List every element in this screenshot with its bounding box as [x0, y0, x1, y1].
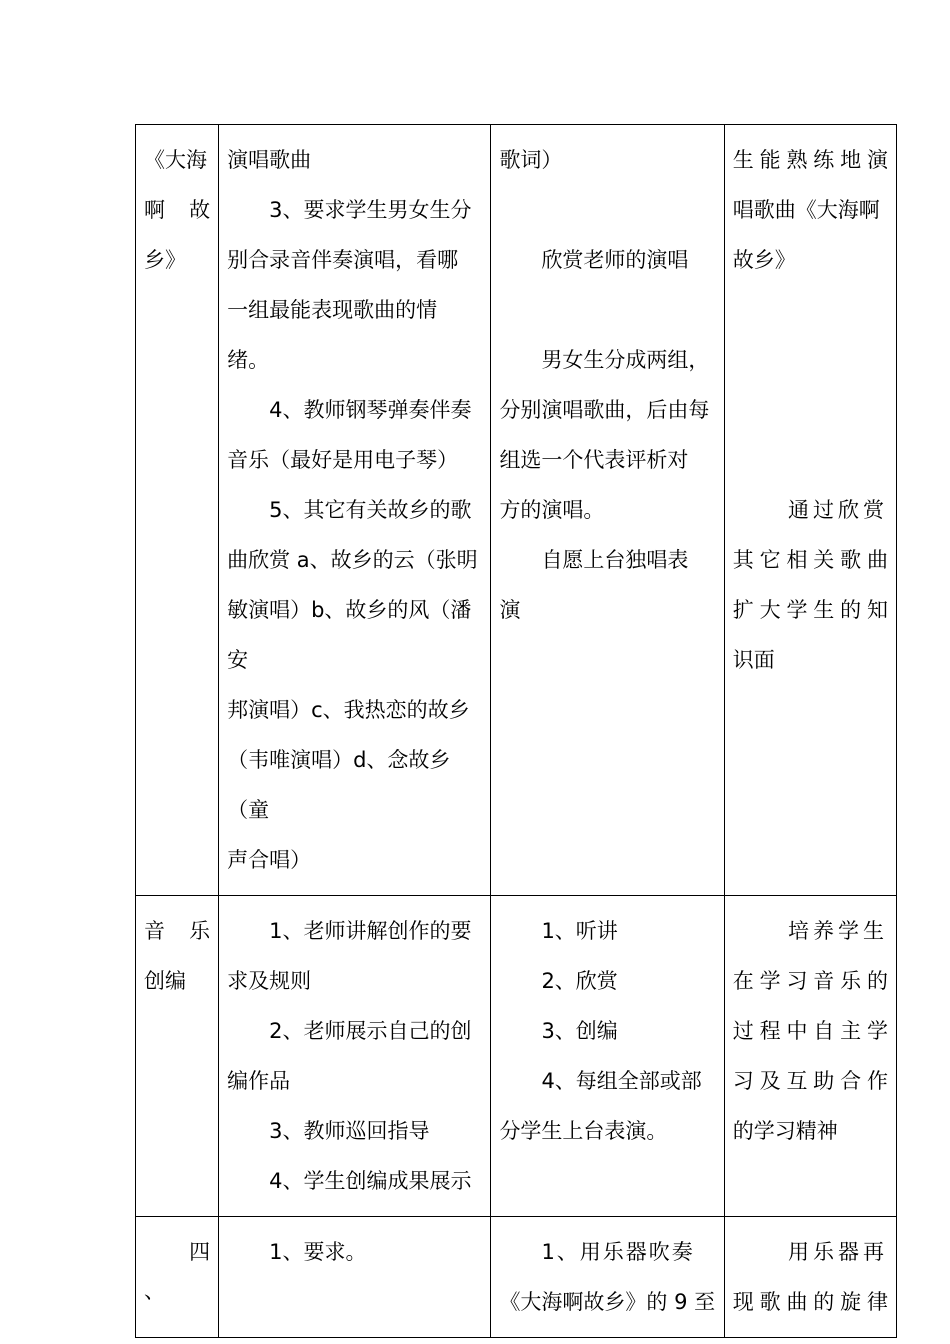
student-activity-cell	[491, 125, 724, 896]
cell-line: 四	[189, 1240, 211, 1264]
cell-line: 3、要求学生男女生分	[269, 198, 472, 222]
table-row	[136, 125, 897, 896]
blank-line	[499, 185, 715, 235]
lesson-plan-table	[135, 124, 897, 1338]
cell-line: 唱歌曲《大海啊	[732, 198, 880, 222]
cell-line: 2、老师展示自己的创	[269, 1019, 472, 1043]
cell-line: 在学习音乐的	[732, 969, 888, 993]
teacher-activity-cell	[219, 896, 491, 1217]
cell-line: 创编	[144, 969, 186, 993]
teacher-activity-cell	[219, 125, 491, 896]
cell-line: 曲欣赏 a、故乡的云（张明	[227, 548, 478, 572]
blank-line	[733, 385, 888, 435]
cell-line: 5、其它有关故乡的歌	[269, 498, 472, 522]
cell-line: 1、要求。	[269, 1240, 367, 1264]
cell-line: 自愿上台独唱表	[541, 548, 689, 572]
cell-line: 分学生上台表演。	[499, 1119, 668, 1143]
cell-line: 求及规则	[227, 969, 312, 993]
cell-line: 用乐器再	[788, 1240, 888, 1264]
blank-line	[733, 435, 888, 485]
blank-line	[499, 285, 715, 335]
cell-line: 习及互助合作	[732, 1069, 888, 1093]
cell-line: 3、教师巡回指导	[269, 1119, 430, 1143]
cell-line: 歌词）	[499, 148, 563, 172]
cell-line: 敏演唱）b、故乡的风（潘安	[227, 598, 472, 672]
design-intent-cell	[724, 896, 896, 1217]
cell-line: 、	[144, 1279, 165, 1303]
cell-line: 《大海	[144, 148, 207, 172]
section-cell	[136, 1217, 219, 1338]
cell-line: 扩大学生的知	[732, 598, 888, 622]
student-activity-cell	[491, 896, 724, 1217]
cell-line: 一组最能表现歌曲的情	[227, 298, 438, 322]
cell-line: 现歌曲的旋律	[732, 1290, 888, 1314]
cell-line: 分别演唱歌曲，后由每	[499, 398, 710, 422]
student-activity-cell	[491, 1217, 724, 1338]
cell-line: 音 乐	[144, 919, 211, 943]
cell-line: 3、创编	[541, 1019, 618, 1043]
cell-line: 演唱歌曲	[227, 148, 312, 172]
cell-line: 演	[499, 598, 521, 622]
cell-line: 故乡》	[732, 248, 796, 272]
cell-line: 过程中自主学	[732, 1019, 888, 1043]
cell-line: 通过欣赏	[788, 498, 888, 522]
cell-line: 方的演唱。	[499, 498, 605, 522]
section-cell	[136, 896, 219, 1217]
cell-line: 音乐（最好是用电子琴）	[227, 448, 459, 472]
cell-line: 4、每组全部或部	[541, 1069, 702, 1093]
design-intent-cell	[724, 1217, 896, 1338]
table-row	[136, 1217, 897, 1338]
cell-line: 男女生分成两组，	[541, 348, 710, 372]
cell-line: 4、教师钢琴弹奏伴奏	[269, 398, 472, 422]
design-intent-cell	[724, 125, 896, 896]
cell-line: 乡》	[144, 248, 186, 272]
cell-line: 1、用乐器吹奏	[541, 1240, 695, 1264]
cell-line: 1、听讲	[541, 919, 618, 943]
cell-line: 生能熟练地演	[732, 148, 888, 172]
cell-line: 啊 故	[144, 198, 211, 222]
cell-line: 声合唱）	[227, 848, 312, 872]
cell-line: 绪。	[227, 348, 270, 372]
cell-line: 编作品	[227, 1069, 291, 1093]
cell-line: 邦演唱）c、我热恋的故乡	[227, 698, 470, 722]
cell-line: 4、学生创编成果展示	[269, 1169, 472, 1193]
blank-line	[733, 285, 888, 335]
cell-line: 2、欣赏	[541, 969, 618, 993]
cell-line: （韦唯演唱）d、念故乡（童	[227, 748, 451, 822]
cell-line: 其它相关歌曲	[732, 548, 888, 572]
cell-line: 的学习精神	[732, 1119, 838, 1143]
cell-line: 《大海啊故乡》的 9 至	[499, 1290, 716, 1314]
cell-line: 培养学生	[788, 919, 888, 943]
section-cell	[136, 125, 219, 896]
blank-line	[733, 335, 888, 385]
cell-line: 识面	[732, 648, 775, 672]
cell-line: 组选一个代表评析对	[499, 448, 689, 472]
cell-line: 别合录音伴奏演唱，看哪	[227, 248, 459, 272]
cell-line: 1、老师讲解创作的要	[269, 919, 472, 943]
cell-line: 欣赏老师的演唱	[541, 248, 689, 272]
teacher-activity-cell	[219, 1217, 491, 1338]
table-row	[136, 896, 897, 1217]
